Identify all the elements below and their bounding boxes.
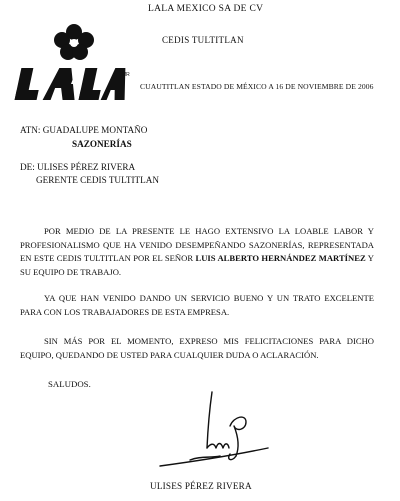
branch-name: CEDIS TULTITLAN bbox=[162, 35, 244, 45]
body-paragraph-2: YA QUE HAN VENIDO DANDO UN SERVICIO BUENO Y UN TRATO EXCELENTE PARA CON LOS TRABAJADORES DE ESTA EMPRESA. bbox=[20, 293, 374, 317]
p1-person-name: LUIS ALBERTO HERNÁNDEZ MARTÍNEZ bbox=[195, 253, 366, 263]
body-paragraph-1 bbox=[20, 225, 374, 279]
p1-text-a: POR MEDIO DE LA PRESENTE LE HAGO EXTENSIVO LA LOABLE LABOR Y PROFESIONALISMO QUE HA VENIDO DESEMPEÑANDO SAZONERÍAS, REPRESENTADA EN ESTE CEDIS TULTITLAN POR EL SEÑOR bbox=[20, 226, 374, 263]
handwritten-signature bbox=[150, 386, 280, 476]
recipient-attention: ATN: GUADALUPE MONTAÑO bbox=[20, 125, 148, 135]
salutation: SALUDOS. bbox=[48, 379, 91, 389]
flower-icon bbox=[54, 24, 94, 60]
lala-logo bbox=[12, 18, 132, 108]
sender-title: GERENTE CEDIS TULTITLAN bbox=[36, 175, 159, 185]
place-date: CUAUTITLAN ESTADO DE MÉXICO A 16 DE NOVIEMBRE DE 2006 bbox=[140, 82, 374, 91]
svg-text:MR: MR bbox=[122, 72, 130, 78]
recipient-company: SAZONERÍAS bbox=[72, 139, 132, 149]
company-name: LALA MEXICO SA DE CV bbox=[148, 4, 264, 14]
body-paragraph-3: SIN MÁS POR EL MOMENTO, EXPRESO MIS FELICITACIONES PARA DICHO EQUIPO, QUEDANDO DE USTED PARA CUALQUIER DUDA O ACLARACIÓN. bbox=[20, 336, 374, 360]
p1-text-b: Y SU EQUIPO DE TRABAJO. bbox=[20, 253, 374, 277]
signature-name: ULISES PÉREZ RIVERA bbox=[150, 481, 252, 491]
sender-line: DE: ULISES PÉREZ RIVERA bbox=[20, 162, 136, 172]
